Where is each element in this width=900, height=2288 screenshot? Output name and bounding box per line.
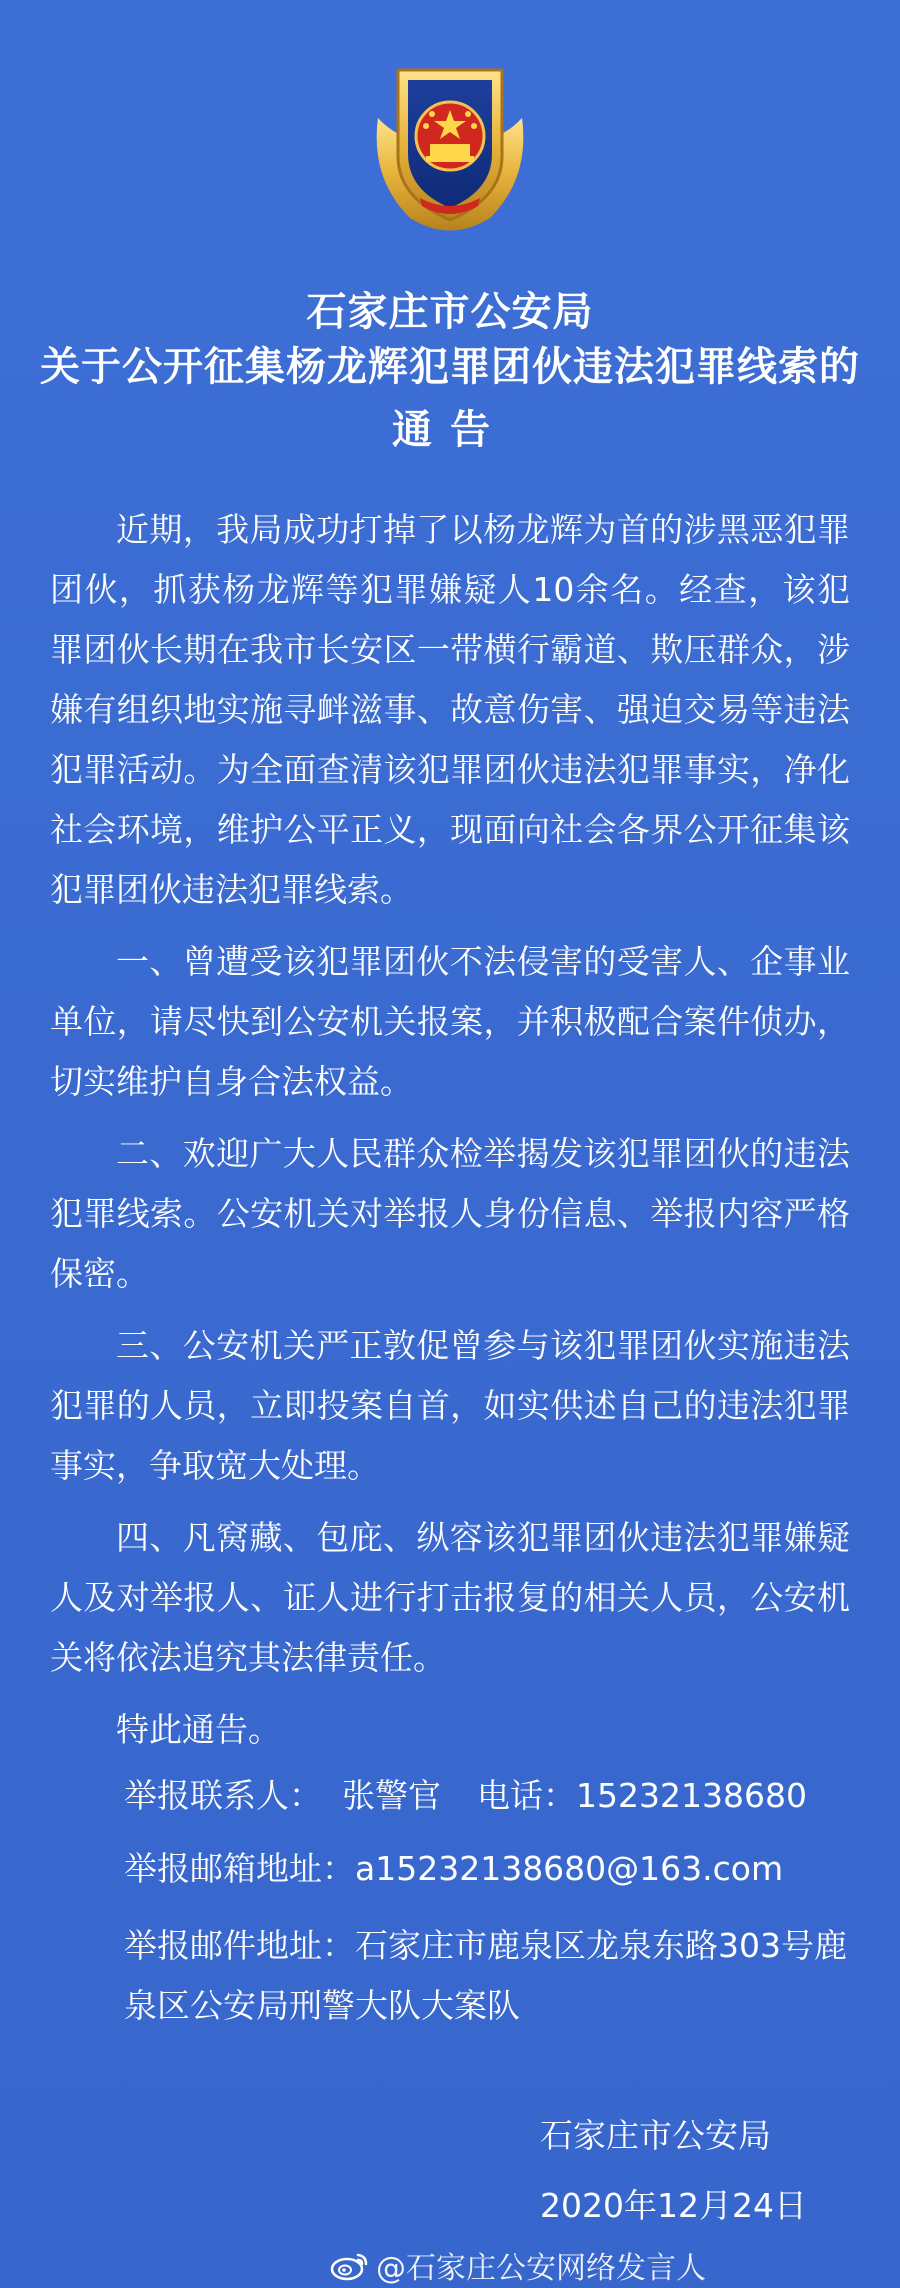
contact-person-label: 举报联系人： — [124, 1776, 322, 1815]
police-emblem-icon — [350, 48, 550, 248]
paragraph-item-1: 一、曾遭受该犯罪团伙不法侵害的受害人、企事业单位，请尽快到公安机关报案，并积极配合案件侦办，切实维护自身合法权益。 — [50, 942, 850, 1101]
paragraph-closing: 特此通告。 — [116, 1710, 281, 1749]
contact-person-row — [124, 1770, 807, 1817]
police-emblem — [350, 48, 550, 248]
paragraph-item-2: 二、欢迎广大人民群众检举揭发该犯罪团伙的违法犯罪线索。公安机关对举报人身份信息、举报内容严格保密。 — [50, 1134, 850, 1293]
contact-mail-row — [124, 1916, 850, 2036]
header-title-line2: 关于公开征集杨龙辉犯罪团伙违法犯罪线索的 — [40, 344, 860, 390]
weibo-watermark — [330, 2243, 706, 2287]
contact-email-label: 举报邮箱地址： — [124, 1849, 355, 1888]
notice-body — [50, 500, 850, 1772]
contact-person-name: 张警官 — [342, 1776, 441, 1815]
contact-phone: 15232138680 — [576, 1776, 807, 1815]
paragraph-item-3: 三、公安机关严正敦促曾参与该犯罪团伙实施违法犯罪的人员，立即投案自首，如实供述自己的违法犯罪事实，争取宽大处理。 — [50, 1326, 850, 1485]
contact-mail-address: 石家庄市鹿泉区龙泉东路303号鹿泉区公安局刑警大队大案队 — [124, 1926, 847, 2025]
weibo-icon — [330, 2249, 370, 2281]
signature-date: 2020年12月24日 — [540, 2186, 807, 2225]
contact-phone-label: 电话： — [477, 1776, 576, 1815]
contact-email-row — [124, 1843, 783, 1890]
paragraph-intro: 近期，我局成功打掉了以杨龙辉为首的涉黑恶犯罪团伙，抓获杨龙辉等犯罪嫌疑人10余名。经查，该犯罪团伙长期在我市长安区一带横行霸道、欺压群众，涉嫌有组织地实施寻衅滋事、故意伤害、强迫交易等违法犯罪活动。为全面查清该犯罪团伙违法犯罪事实，净化社会环境，维护公平正义，现面向社会各界公开征集该犯罪团伙违法犯罪线索。 — [50, 510, 850, 909]
contact-mail-label: 举报邮件地址： — [124, 1926, 355, 1965]
paragraph-item-4: 四、凡窝藏、包庇、纵容该犯罪团伙违法犯罪嫌疑人及对举报人、证人进行打击报复的相关人员，公安机关将依法追究其法律责任。 — [50, 1518, 850, 1677]
header-title-line3: 通告 — [392, 407, 508, 453]
watermark-text: @石家庄公安网络发言人 — [376, 2251, 706, 2286]
contact-email: a15232138680@163.com — [355, 1849, 784, 1888]
header-title-line1: 石家庄市公安局 — [306, 289, 594, 335]
signature-org: 石家庄市公安局 — [540, 2116, 771, 2155]
